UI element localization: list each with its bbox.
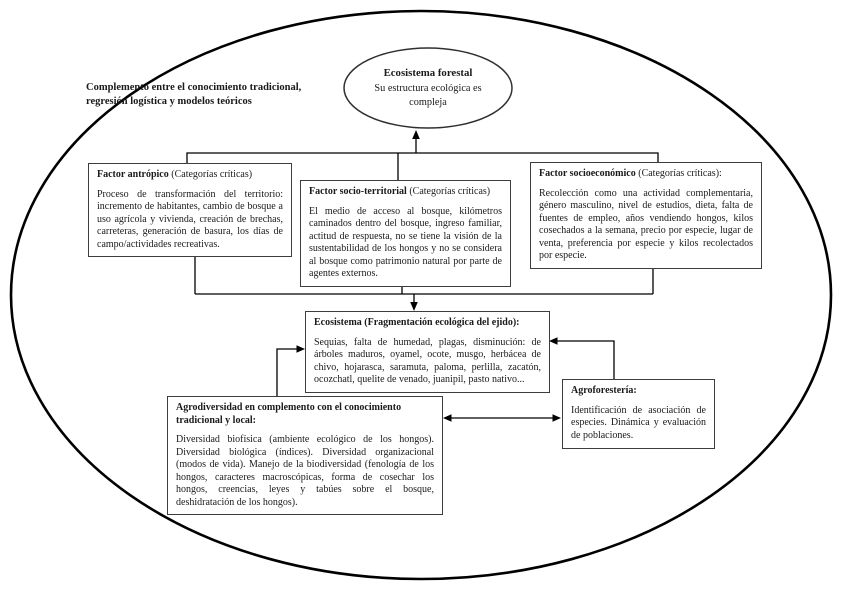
root-node-subtitle: Su estructura ecológica es compleja — [374, 83, 482, 108]
node-title-note: (Categorías críticas): — [635, 168, 722, 179]
node-body: Sequias, falta de humedad, plagas, disminución: de árboles maduros, oyamel, ocote, musgo, herbácea de chivo, hojarasca, saramuta, paloma, perlilla, zacatón, ocozchatl, quelite de venado, juanipil, pasto nativo... — [314, 336, 541, 385]
arrow-right-head — [297, 345, 306, 353]
arrow-up-head — [412, 130, 420, 139]
node-body: Recolección como una actividad complementaria, género masculino, nivel de estudios, dieta, falta de fuentes de empleo, años vendiendo hongos, kilos cosechados a la semana, precio por especie, lugar de venta, preferencia por especie y kilos recolectados por especie. — [539, 187, 753, 261]
node-body: Proceso de transformación del territorio: incremento de habitantes, cambio de bosque a uso agrícola y vivienda, creación de brechas, carreteras, generación de basura, los días de campo/actividades recreativas. — [97, 188, 283, 250]
arrow-down-head — [410, 302, 418, 311]
node-title: Ecosistema (Fragmentación ecológica del ejido): — [314, 317, 520, 328]
agroforesteria-to-ecosystem-line — [556, 341, 614, 384]
node-title-bold: Factor antrópico — [97, 169, 169, 180]
root-node-title: Ecosistema forestal — [383, 67, 473, 80]
node-title — [97, 169, 283, 182]
double-arrow-left-head — [443, 414, 452, 422]
node-body: Identificación de asociación de especies. Dinámica y evaluación de poblaciones. — [571, 404, 706, 441]
node-body: Diversidad biofísica (ambiente ecológico de los hongos). Diversidad biológica (índices). Diversidad organizacional (modos de vida). Manejo de la biodiversidad (fenología de los hongos, caracteres macroscópicas, forma de cosechar los hongos, creencias, leyes y tabúes sobre el bosque, deshidratación de los hongos). — [176, 434, 434, 508]
node-body: El medio de acceso al bosque, kilómetros caminados dentro del bosque, ingreso familiar, actitud de respuesta, no se tiene la visión de la sustentabilidad de los hongos y no se considera al bosque como patrimonio natural por parte de agentes externos. — [309, 205, 502, 279]
arrow-left-head — [549, 337, 558, 345]
node-title-note: (Categorías críticas) — [168, 169, 253, 180]
node-factor-antropico — [88, 163, 292, 257]
node-agrodiversidad — [167, 396, 443, 515]
node-title: Agroforestería: — [571, 385, 637, 396]
node-title-note: (Categorías críticas) — [406, 186, 491, 197]
node-title-bold: Factor socio-territorial — [309, 186, 407, 197]
node-factor-socioeconomico — [530, 162, 762, 269]
node-title-bold: Factor socioeconómico — [539, 168, 636, 179]
node-title: Agrodiversidad en complemento con el conocimiento tradicional y local: — [176, 402, 402, 426]
node-title — [539, 168, 753, 181]
diagram-annotation: Complemento entre el conocimiento tradicional, regresión logística y modelos teóricos — [86, 82, 302, 107]
node-title — [309, 186, 502, 199]
node-factor-socio-territorial — [300, 180, 511, 287]
node-agroforesteria — [562, 379, 715, 449]
node-ecosistema-forestal — [346, 52, 510, 124]
double-arrow-right-head — [553, 414, 562, 422]
agrodiversidad-to-ecosystem-line — [277, 349, 298, 401]
node-ecosistema-fragmentacion — [305, 311, 550, 393]
